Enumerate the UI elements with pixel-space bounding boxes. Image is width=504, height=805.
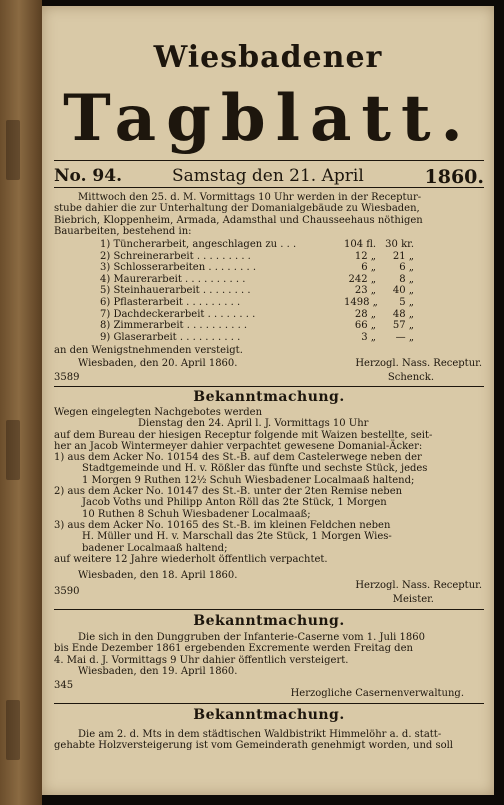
- text-line: Stadtgemeinde und H. v. Rößler das fünfte und sechste Stück, jedes: [82, 463, 428, 475]
- text-line: auf weitere 12 Jahre wiederholt öffentlich verpachtet.: [54, 553, 328, 565]
- dateline: [54, 166, 484, 192]
- rule-top: [54, 160, 484, 161]
- text-line: her an Jacob Wintermeyer dahier verpachtet gewesene Domanial-Äcker:: [54, 440, 423, 452]
- text-line: 10 Ruthen 8 Schuh Wiesbadener Localmaaß;: [82, 508, 311, 520]
- ad2-place: Wiesbaden, den 18. April 1860.: [78, 570, 238, 581]
- divider: [54, 703, 484, 704]
- ad3-body: [54, 632, 484, 677]
- text-line: gehabte Holzversteigerung ist vom Gemeinderath genehmigt worden, und soll: [54, 740, 454, 752]
- list-item: 5) Steinhauerarbeit . . . . . . . . 23 „ 40 „: [100, 285, 414, 297]
- ad1-number: 3589: [54, 372, 80, 383]
- text-line: Jacob Voths und Philipp Anton Röll das 2te Stück, 1 Morgen: [82, 497, 387, 509]
- text-line: Wegen eingelegten Nachgebotes werden: [54, 407, 263, 418]
- spine-band: [6, 120, 20, 180]
- ad3-number: 345: [54, 680, 74, 691]
- newspaper-page: [42, 6, 494, 795]
- divider: [54, 386, 484, 387]
- list-item: 8) Zimmerarbeit . . . . . . . . . . 66 „ 57 „: [100, 320, 414, 332]
- text-line: Die am 2. d. Mts in dem städtischen Waldbistrikt Himmelöhr a. d. statt-: [78, 729, 442, 740]
- text-line: 3) aus dem Acker No. 10165 des St.-B. im kleinen Feldchen neben: [54, 519, 391, 531]
- text-line: Mittwoch den 25. d. M. Vormittags 10 Uhr werden in der Receptur-: [78, 192, 422, 203]
- ad2-signer: Meister.: [392, 594, 434, 605]
- issue-date: Samstag den 21. April: [172, 166, 364, 186]
- ad4-body: [54, 729, 484, 752]
- masthead-title: Tagblatt.: [63, 81, 473, 156]
- list-item: 1) Tüncherarbeit, angeschlagen zu . . . 104 fl. 30 kr.: [100, 239, 414, 250]
- text-line: Die sich in den Dunggruben der Infanterie-Caserne vom 1. Juli 1860: [78, 632, 425, 643]
- list-item: 4) Maurerarbeit . . . . . . . . . . 242 „ 8 „: [100, 273, 414, 285]
- ad1-items: [54, 239, 484, 343]
- ad2-signature: Herzogl. Nass. Receptur.: [355, 580, 482, 591]
- book-spine: [0, 0, 42, 805]
- list-item: 7) Dachdeckerarbeit . . . . . . . . 28 „ 48 „: [100, 308, 414, 320]
- text-line: Biebrich, Kloppenheim, Armada, Adamsthal und Chausseehaus nöthigen: [54, 214, 423, 226]
- issue-number: No. 94.: [54, 166, 122, 186]
- text-line: 4. Mai d. J. Vormittags 9 Uhr dahier öffentlich versteigert.: [54, 654, 349, 666]
- text-line: 2) aus dem Acker No. 10147 des St.-B. unter der 2ten Remise neben: [54, 486, 403, 498]
- list-item: 3) Schlosserarbeiten . . . . . . . . 6 „ 6 „: [100, 262, 414, 274]
- ad4-heading: Bekanntmachung.: [193, 707, 345, 723]
- list-item: 2) Schreinerarbeit . . . . . . . . . 12 „ 21 „: [100, 250, 414, 262]
- ad2-body: [54, 407, 484, 565]
- ad1-signature: Herzogl. Nass. Receptur.: [355, 358, 482, 369]
- issue-year: 1860.: [424, 166, 484, 188]
- ad3-heading: Bekanntmachung.: [193, 613, 345, 629]
- divider: [54, 609, 484, 610]
- ad2-heading: Bekanntmachung.: [193, 389, 345, 405]
- ad1-outro: an den Wenigstnehmenden versteigt.: [54, 345, 243, 356]
- text-line: Wiesbaden, den 19. April 1860.: [78, 665, 238, 677]
- text-line: badener Localmaaß haltend;: [82, 542, 228, 554]
- list-item: 6) Pflasterarbeit . . . . . . . . . 1498 „ 5 „: [100, 296, 414, 308]
- text-line: 1) aus dem Acker No. 10154 des St.-B. auf dem Castelerwege neben der: [54, 452, 422, 464]
- ad1-signer: Schenck.: [387, 372, 434, 383]
- ad2-number: 3590: [54, 586, 80, 597]
- text-line: bis Ende Dezember 1861 ergebenden Excremente werden Freitag den: [54, 643, 413, 655]
- text-line: H. Müller und H. v. Marschall das 2te Stück, 1 Morgen Wies-: [82, 531, 392, 543]
- text-line: auf dem Bureau der hiesigen Receptur folgende mit Waizen bestellte, seit-: [54, 429, 433, 441]
- masthead-city: Wiesbadener: [153, 40, 383, 75]
- text-line: Dienstag den 24. April l. J. Vormittags 10 Uhr: [138, 418, 369, 430]
- list-item: 9) Glaserarbeit . . . . . . . . . . 3 „ — „: [100, 331, 414, 343]
- text-line: stube dahier die zur Unterhaltung der Domanialgebäude zu Wiesbaden,: [54, 203, 420, 215]
- ad1-intro: [54, 192, 484, 237]
- rule-bottom: [54, 187, 484, 188]
- ad3-signature: Herzogliche Casernenverwaltung.: [290, 688, 464, 699]
- spine-band: [6, 420, 20, 480]
- ad1-place: Wiesbaden, den 20. April 1860.: [78, 358, 238, 369]
- text-line: Bauarbeiten, bestehend in:: [54, 225, 192, 237]
- spine-band: [6, 700, 20, 760]
- text-line: 1 Morgen 9 Ruthen 12½ Schuh Wiesbadener Localmaaß haltend;: [82, 474, 415, 486]
